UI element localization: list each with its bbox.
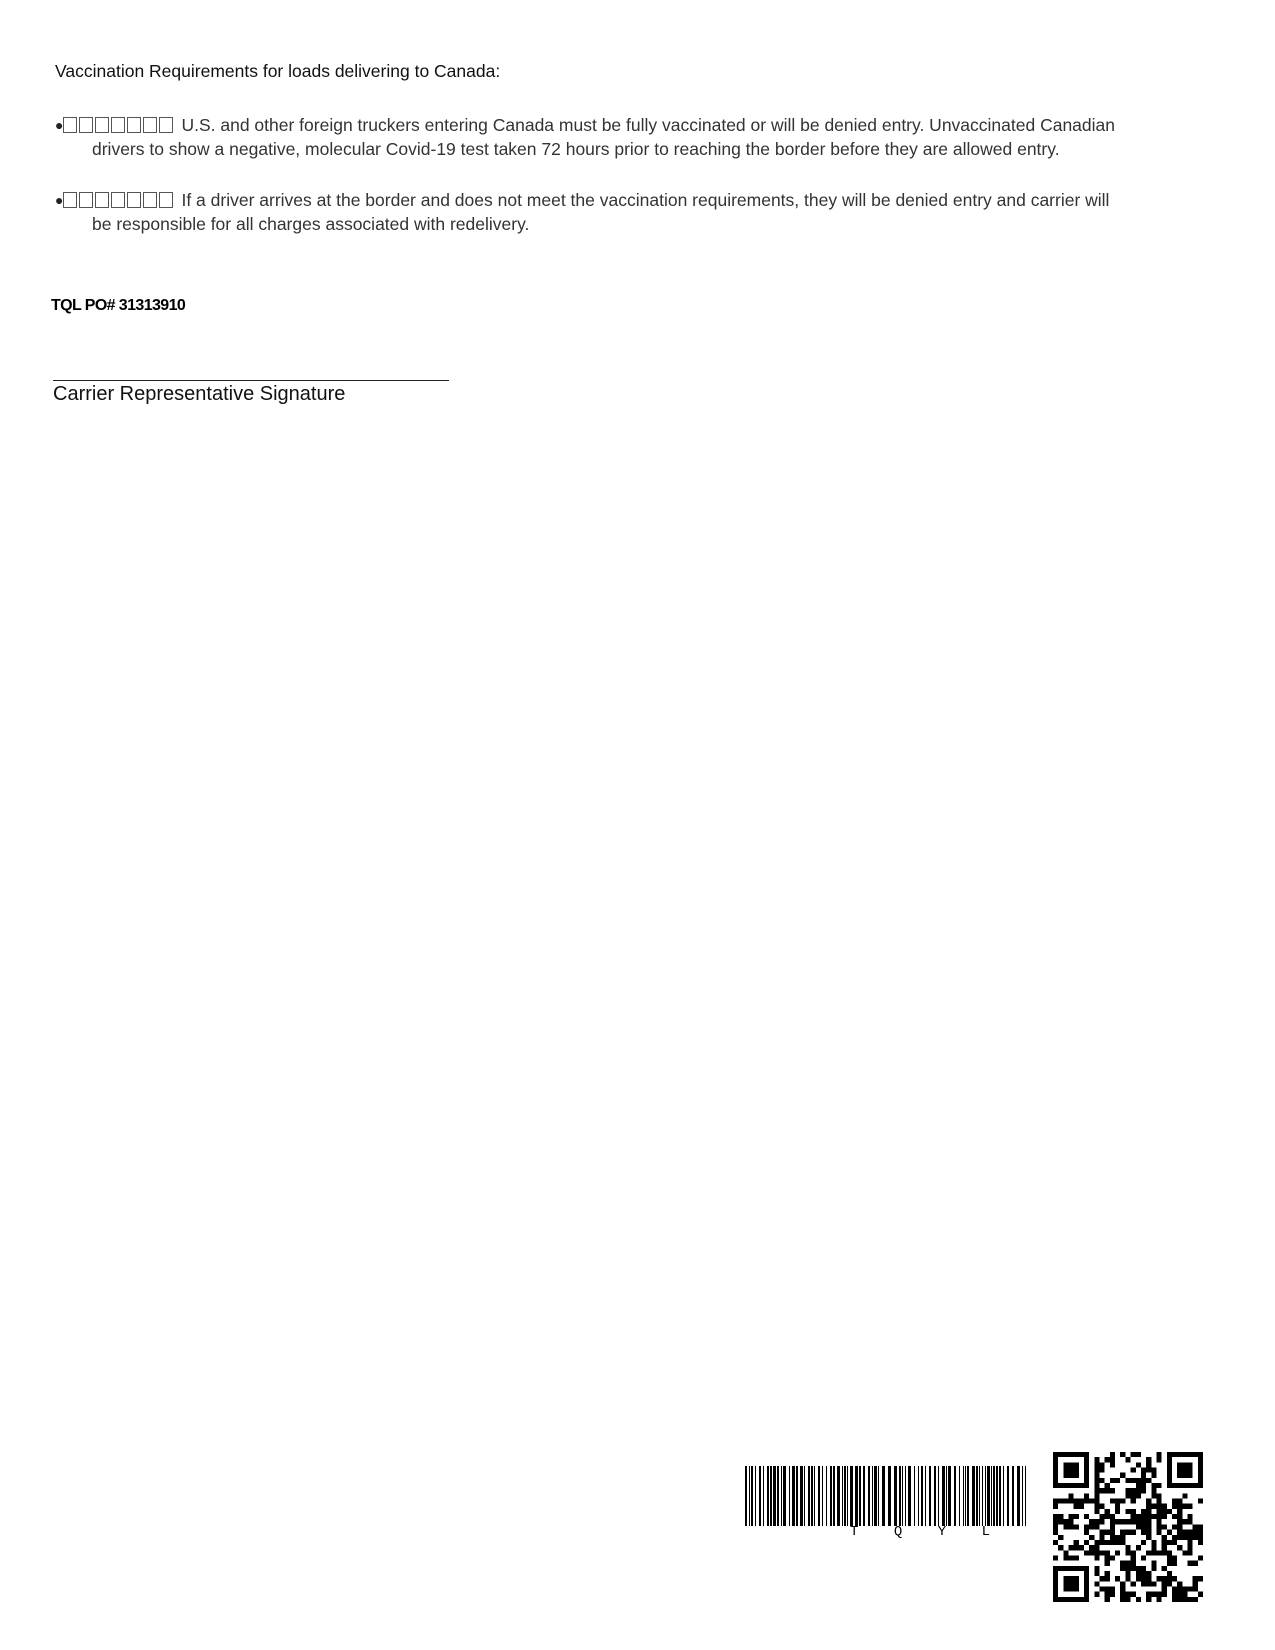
- signature-label: Carrier Representative Signature: [53, 383, 346, 405]
- qr-code-image: [1053, 1452, 1203, 1602]
- bullet-icon: ●: [55, 192, 64, 208]
- missing-glyph-boxes: [63, 117, 173, 133]
- barcode-char: Y: [937, 1524, 947, 1540]
- po-number: TQL PO# 31313910: [51, 297, 186, 314]
- requirement-text-line1: If a driver arrives at the border and does not meet the vaccination requirements, they will be denied entry and carrier will: [181, 190, 1110, 210]
- signature-line[interactable]: [53, 380, 449, 381]
- missing-glyph-boxes: [63, 192, 173, 208]
- bullet-icon: ●: [55, 117, 64, 133]
- requirement-text-line1: U.S. and other foreign truckers entering Canada must be fully vaccinated or will be denied entry. Unvaccinated Canadian: [181, 115, 1116, 135]
- barcode-char: T: [850, 1524, 859, 1540]
- requirement-item-2: [55, 189, 1205, 236]
- barcode-char: Q: [893, 1524, 903, 1540]
- barcode-char: L: [981, 1524, 990, 1540]
- barcode-text: [850, 1524, 990, 1540]
- requirement-text-line2: be responsible for all charges associated with redelivery.: [92, 214, 530, 234]
- requirement-item-1: [55, 114, 1205, 161]
- requirement-text-line2: drivers to show a negative, molecular Covid-19 test taken 72 hours prior to reaching the border before they are allowed entry.: [92, 139, 1060, 159]
- requirements-heading: Vaccination Requirements for loads delivering to Canada:: [55, 61, 501, 81]
- barcode-image: [745, 1466, 1030, 1526]
